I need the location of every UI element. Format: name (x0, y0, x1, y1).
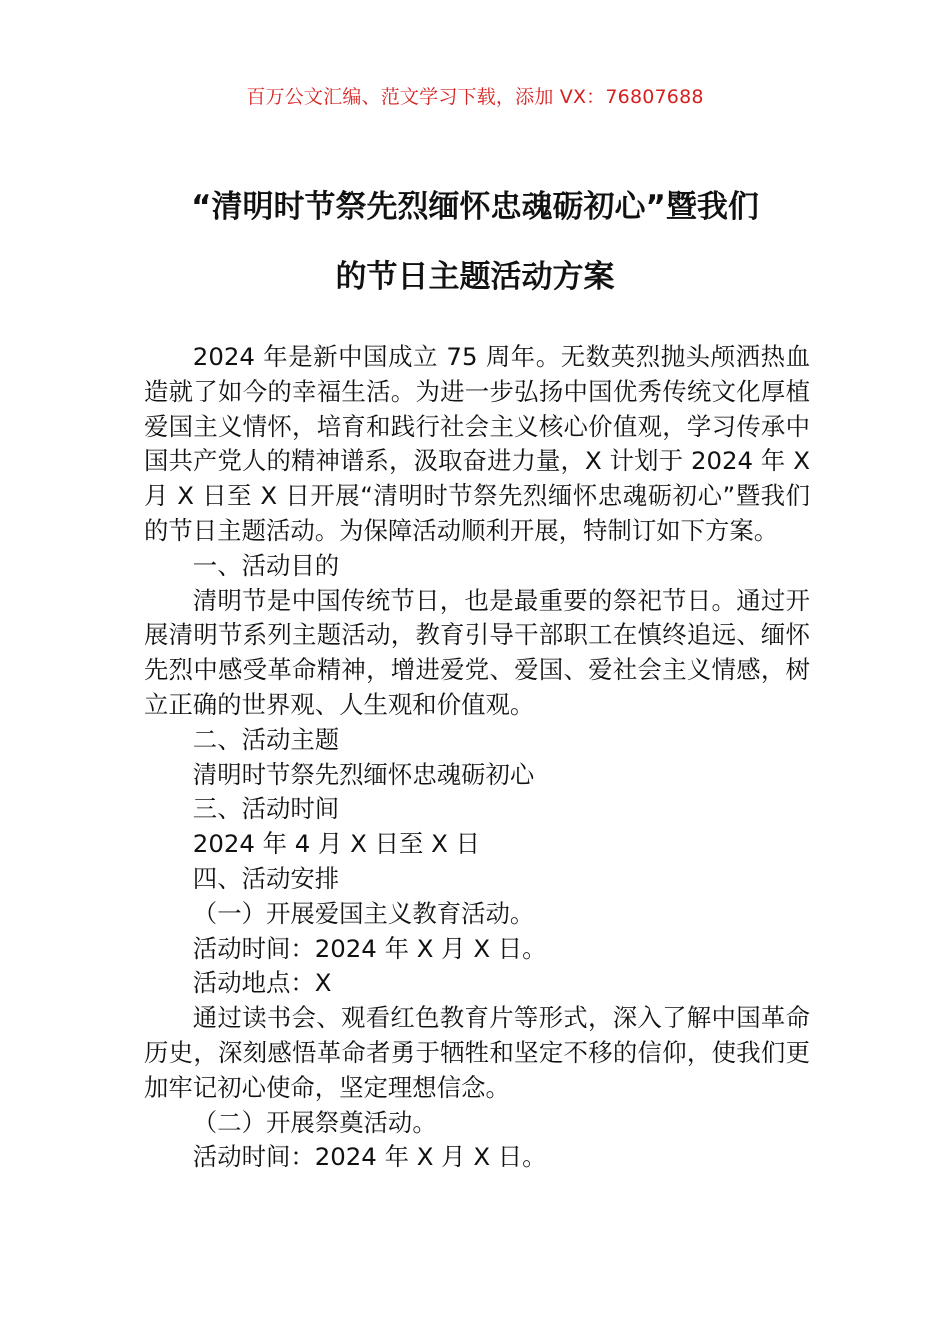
section-heading-purpose: 一、活动目的 (192, 550, 340, 580)
section-heading-time: 三、活动时间 (192, 794, 340, 824)
section-heading-theme: 二、活动主题 (192, 724, 340, 754)
purpose-paragraph: 清明节是中国传统节日，也是最重要的祭祀节日。通过开展清明节系列主题活动，教育引导干部职工在慎终追远、缅怀先烈中感受革命精神，增进爱党、爱国、爱社会主义情感，树立正确的世界观、人生观和价值观。 (144, 585, 810, 719)
document-title (100, 172, 850, 312)
title-line-2: 的节日主题活动方案 (335, 259, 615, 295)
subsection-heading-2: （二）开展祭奠活动。 (192, 1107, 437, 1137)
section-heading-arrangement: 四、活动安排 (192, 863, 340, 893)
header-note: 百万公文汇编、范文学习下载，添加 VX：76807688 (246, 86, 704, 108)
theme-paragraph: 清明时节祭先烈缅怀忠魂砺初心 (192, 759, 535, 789)
activity-2-time: 活动时间：2024 年 X 月 X 日。 (192, 1142, 547, 1172)
activity-1-description: 通过读书会、观看红色教育片等形式，深入了解中国革命历史，深刻感悟革命者勇于牺牲和坚定不移的信仰，使我们更加牢记初心使命，坚定理想信念。 (144, 1003, 810, 1102)
time-paragraph: 2024 年 4 月 X 日至 X 日 (192, 829, 481, 859)
document-body (144, 340, 810, 1175)
title-line-1: “清明时节祭先烈缅怀忠魂砺初心”暨我们 (191, 189, 759, 225)
activity-1-time: 活动时间：2024 年 X 月 X 日。 (192, 933, 547, 963)
intro-paragraph: 2024 年是新中国成立 75 周年。无数英烈抛头颅洒热血造就了如今的幸福生活。为进一步弘扬中国优秀传统文化厚植爱国主义情怀，培育和践行社会主义核心价值观，学习传承中国共产党人的精神谱系，汲取奋进力量，X 计划于 2024 年 X 月 X 日至 X 日开展“清明时节祭先烈缅怀忠魂砺初心”暨我们的节日主题活动。为保障活动顺利开展，特制订如下方案。 (144, 342, 810, 545)
subsection-heading-1: （一）开展爱国主义教育活动。 (192, 898, 535, 928)
activity-1-location: 活动地点：X (192, 968, 332, 998)
